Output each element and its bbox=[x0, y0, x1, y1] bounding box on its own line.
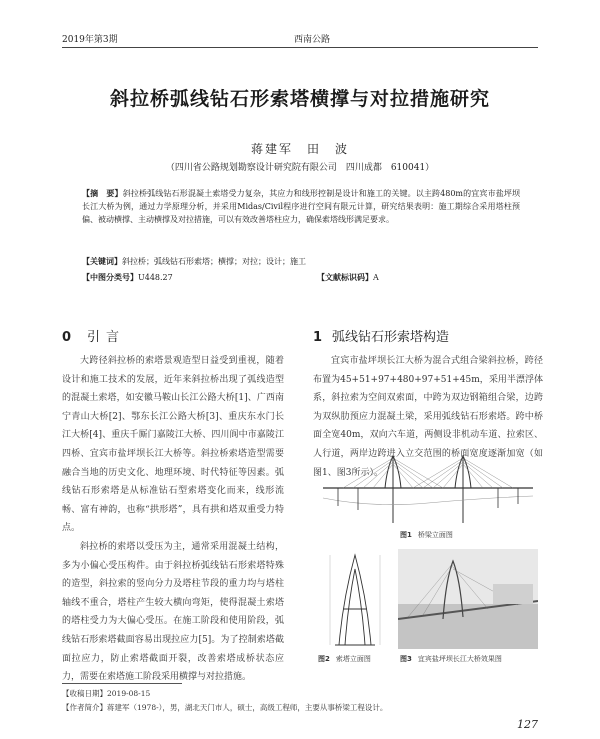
figure-2-text: 索塔立面图 bbox=[335, 655, 371, 663]
section-1-number: 1 bbox=[313, 330, 323, 345]
left-column bbox=[62, 352, 284, 687]
bridge-elevation-figure bbox=[313, 448, 543, 528]
figure-3-caption bbox=[400, 654, 502, 664]
footnote-divider bbox=[62, 683, 182, 684]
classification-value: U448.27 bbox=[138, 273, 173, 282]
keywords-text: 斜拉桥；弧线钻石形索塔；横撑；对拉；设计；施工 bbox=[122, 257, 306, 266]
received-date-footnote: 【收稿日期】2019-08-15 bbox=[62, 689, 151, 698]
authors: 蒋建军 田 波 bbox=[250, 142, 349, 156]
keywords-label: 【关键词】 bbox=[82, 257, 122, 266]
section-1-title: 弧线钻石形索塔构造 bbox=[332, 330, 450, 345]
figure-2-caption bbox=[318, 654, 371, 664]
issue-label: 2019年第3期 bbox=[62, 35, 118, 45]
figure-1-caption bbox=[400, 530, 453, 540]
figure-3-text: 宜宾盐坪坝长江大桥效果图 bbox=[417, 655, 502, 663]
classification bbox=[82, 272, 173, 283]
section-0-title: 引言 bbox=[87, 330, 126, 345]
figure-3-number: 图3 bbox=[400, 655, 412, 663]
keywords bbox=[82, 256, 520, 267]
abstract-text: 斜拉桥弧线钻石形混凝土索塔受力复杂，其应力和线形控制是设计和施工的关键。以主跨480m的宜宾市盐坪坝长江大桥为例，通过力学原理分析，并采用Midas/Civil程序进行空间有限元计算，研究结果表明：施工期综合采用塔柱预偏、被动横撑、主动横撑及对拉措施，可以有效改善塔柱应力，确保索塔线形满足要求。 bbox=[82, 189, 520, 224]
bridge-rendering-image bbox=[398, 549, 538, 649]
running-head bbox=[62, 32, 538, 48]
tower-elevation-figure bbox=[325, 549, 385, 649]
section-0-number: 0 bbox=[62, 330, 78, 345]
paragraph: 宜宾市盐坪坝长江大桥为混合式组合梁斜拉桥，跨径布置为45+51+97+480+97+51+45m，采用半漂浮体系，斜拉索为空间双索面，中跨为双边钢箱组合梁，边跨为双纵肋预应力混凝土梁，采用弧线钻石形索塔。跨中桥面全宽40m，双向六车道，两侧设非机动车道、拉索区、人行道，两岸边跨进入立交范围的桥面宽度逐渐加宽（如图1、图3所示）。 bbox=[313, 356, 543, 478]
author-bio-footnote: 【作者简介】蒋建军（1978-），男，湖北天门市人，硕士，高级工程师，主要从事桥梁工程设计。 bbox=[62, 703, 388, 712]
document-code-value: A bbox=[373, 273, 379, 282]
journal-name: 西南公路 bbox=[294, 35, 331, 45]
abstract-label: 【摘 要】 bbox=[82, 189, 123, 198]
paper-title: 斜拉桥弧线钻石形索塔横撑与对拉措施研究 bbox=[109, 88, 490, 110]
figure-1-number: 图1 bbox=[400, 531, 412, 539]
page-number: 127 bbox=[517, 718, 538, 731]
document-code bbox=[317, 272, 379, 283]
affiliation: （四川省公路规划勘察设计研究院有限公司 四川成都 610041） bbox=[165, 163, 435, 173]
section-1-heading bbox=[313, 326, 449, 345]
figure-1-text: 桥梁立面图 bbox=[417, 531, 453, 539]
bridge-rendering-graphic bbox=[398, 549, 538, 649]
figure-2-number: 图2 bbox=[318, 655, 330, 663]
paragraph: 斜拉桥的索塔以受压为主，通常采用混凝土结构，多为小偏心受压构件。由于斜拉桥弧线钻石形索塔特殊的造型，斜拉索的竖向分力及塔柱节段的重力均与塔柱轴线不重合，塔柱产生较大横向弯矩，使得混凝土索塔的塔柱受力为大偏心受压。在施工阶段和使用阶段，弧线钻石形索塔截面容易出现拉应力[5]。为了控制索塔截面拉应力，防止索塔截面开裂，改善索塔成桥状态应力，需要在索塔施工阶段采用横撑与对拉措施。 bbox=[62, 541, 284, 683]
section-0-heading bbox=[62, 326, 125, 345]
document-code-label: 【文献标识码】 bbox=[317, 273, 373, 282]
paragraph: 大跨径斜拉桥的索塔景观造型日益受到重视，随着设计和施工技术的发展，近年来斜拉桥出现了弧线造型的混凝土索塔，如安徽马鞍山长江公路大桥[1]、广西南宁青山大桥[2]、鄂东长江公路大桥[3]、重庆东水门长江大桥[4]、重庆千厮门嘉陵江大桥、四川阆中市嘉陵江四桥、宜宾市盐坪坝长江大桥等。斜拉桥索塔造型需要融合当地的历史文化、地理环境、时代特征等因素。弧线钻石形索塔是从标准钻石型索塔变化而来，线形流畅、富有神韵，也称“拱形塔”，具有拱和塔双重受力特点。 bbox=[62, 356, 284, 534]
abstract bbox=[82, 187, 520, 226]
classification-label: 【中图分类号】 bbox=[82, 273, 138, 282]
